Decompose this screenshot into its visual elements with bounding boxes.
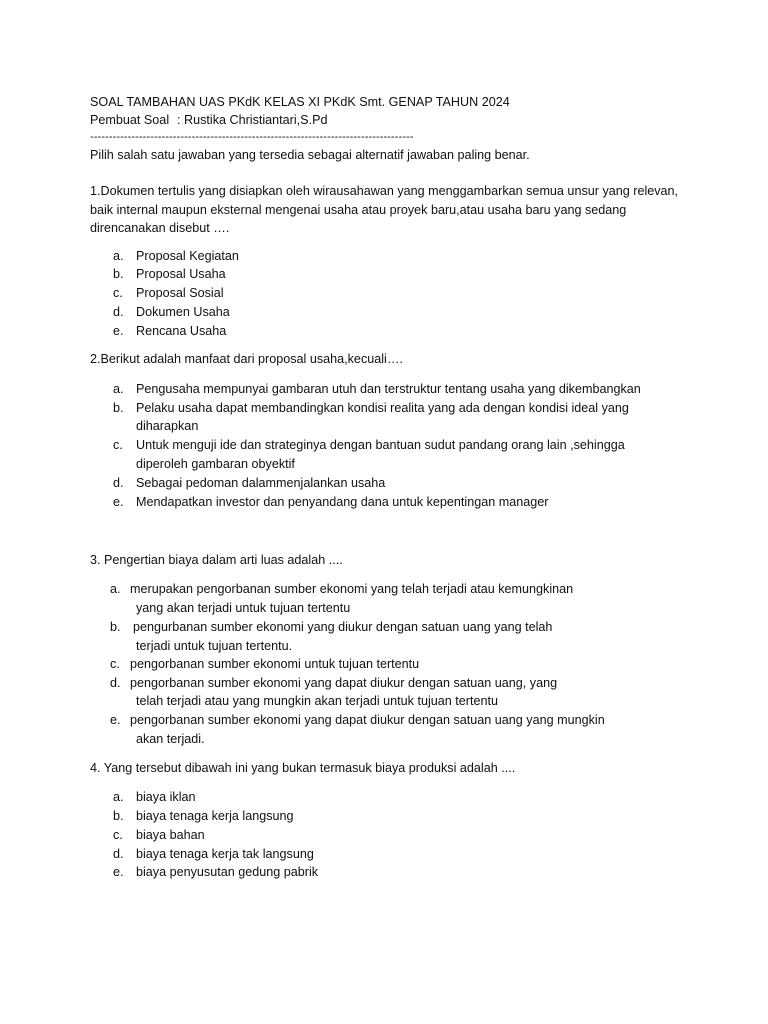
question-1-line-2: baik internal maupun eksternal mengenai usaha atau proyek baru,atau usaha baru yang sedang: [90, 203, 627, 217]
option-text: Untuk menguji ide dan strateginya dengan bantuan sudut pandang orang lain ,sehingga: [136, 438, 625, 452]
option-letter: d.: [113, 847, 124, 861]
option-text: biaya tenaga kerja tak langsung: [136, 847, 314, 861]
option-letter: e.: [113, 865, 124, 879]
option-letter: e.: [110, 713, 121, 727]
option-letter: c.: [113, 438, 123, 452]
author-label: Pembuat Soal: [90, 113, 170, 127]
option-text: biaya iklan: [136, 790, 196, 804]
option-letter: a.: [113, 382, 124, 396]
option-text: Sebagai pedoman dalammenjalankan usaha: [136, 476, 386, 490]
option-letter: e.: [113, 324, 124, 338]
option-text: Pelaku usaha dapat membandingkan kondisi realita yang ada dengan kondisi ideal yang: [136, 401, 629, 415]
option-letter: c.: [110, 657, 120, 671]
option-text-continued: akan terjadi.: [136, 732, 205, 746]
option-letter: d.: [113, 476, 124, 490]
option-text: Mendapatkan investor dan penyandang dana untuk kepentingan manager: [136, 495, 549, 509]
option-text-continued: diperoleh gambaran obyektif: [136, 457, 295, 471]
option-letter: c.: [113, 286, 123, 300]
divider-line: --------------------------------------------------------------------------------------: [90, 131, 414, 143]
instruction-text: Pilih salah satu jawaban yang tersedia sebagai alternatif jawaban paling benar.: [90, 148, 530, 162]
option-letter: b.: [113, 267, 124, 281]
question-2-text: 2.Berikut adalah manfaat dari proposal usaha,kecuali….: [90, 352, 403, 366]
option-text: Dokumen Usaha: [136, 305, 230, 319]
option-text: Proposal Kegiatan: [136, 249, 239, 263]
option-letter: b.: [110, 620, 121, 634]
option-text: Proposal Usaha: [136, 267, 226, 281]
option-letter: d.: [110, 676, 121, 690]
question-3-text: 3. Pengertian biaya dalam arti luas adalah ....: [90, 553, 343, 567]
option-text: pengorbanan sumber ekonomi yang dapat diukur dengan satuan uang yang mungkin: [130, 713, 605, 727]
option-text: Proposal Sosial: [136, 286, 224, 300]
option-text: biaya tenaga kerja langsung: [136, 809, 294, 823]
author-value: : Rustika Christiantari,S.Pd: [177, 113, 328, 127]
option-letter: b.: [113, 401, 124, 415]
question-4-text: 4. Yang tersebut dibawah ini yang bukan termasuk biaya produksi adalah ....: [90, 761, 516, 775]
option-text: pengurbanan sumber ekonomi yang diukur dengan satuan uang yang telah: [133, 620, 553, 634]
option-text: Rencana Usaha: [136, 324, 227, 338]
option-letter: b.: [113, 809, 124, 823]
option-letter: a.: [113, 790, 124, 804]
document-title: SOAL TAMBAHAN UAS PKdK KELAS XI PKdK Smt. GENAP TAHUN 2024: [90, 95, 510, 109]
option-text: merupakan pengorbanan sumber ekonomi yang telah terjadi atau kemungkinan: [130, 582, 574, 596]
option-text-continued: terjadi untuk tujuan tertentu.: [136, 639, 293, 653]
option-text-continued: yang akan terjadi untuk tujuan tertentu: [136, 601, 351, 615]
option-letter: c.: [113, 828, 123, 842]
option-text-continued: diharapkan: [136, 419, 199, 433]
option-letter: d.: [113, 305, 124, 319]
option-text: pengorbanan sumber ekonomi untuk tujuan tertentu: [130, 657, 420, 671]
option-text: biaya bahan: [136, 828, 205, 842]
question-1-line-3: direncanakan disebut ….: [90, 221, 230, 235]
option-text: pengorbanan sumber ekonomi yang dapat diukur dengan satuan uang, yang: [130, 676, 558, 690]
option-letter: e.: [113, 495, 124, 509]
option-text: biaya penyusutan gedung pabrik: [136, 865, 319, 879]
question-1-line-1: 1.Dokumen tertulis yang disiapkan oleh wirausahawan yang menggambarkan semua unsur yang relevan,: [90, 184, 679, 198]
option-text: Pengusaha mempunyai gambaran utuh dan terstruktur tentang usaha yang dikembangkan: [136, 382, 641, 396]
option-letter: a.: [110, 582, 121, 596]
option-letter: a.: [113, 249, 124, 263]
author-line: [90, 111, 327, 130]
option-text-continued: telah terjadi atau yang mungkin akan terjadi untuk tujuan tertentu: [136, 694, 498, 708]
